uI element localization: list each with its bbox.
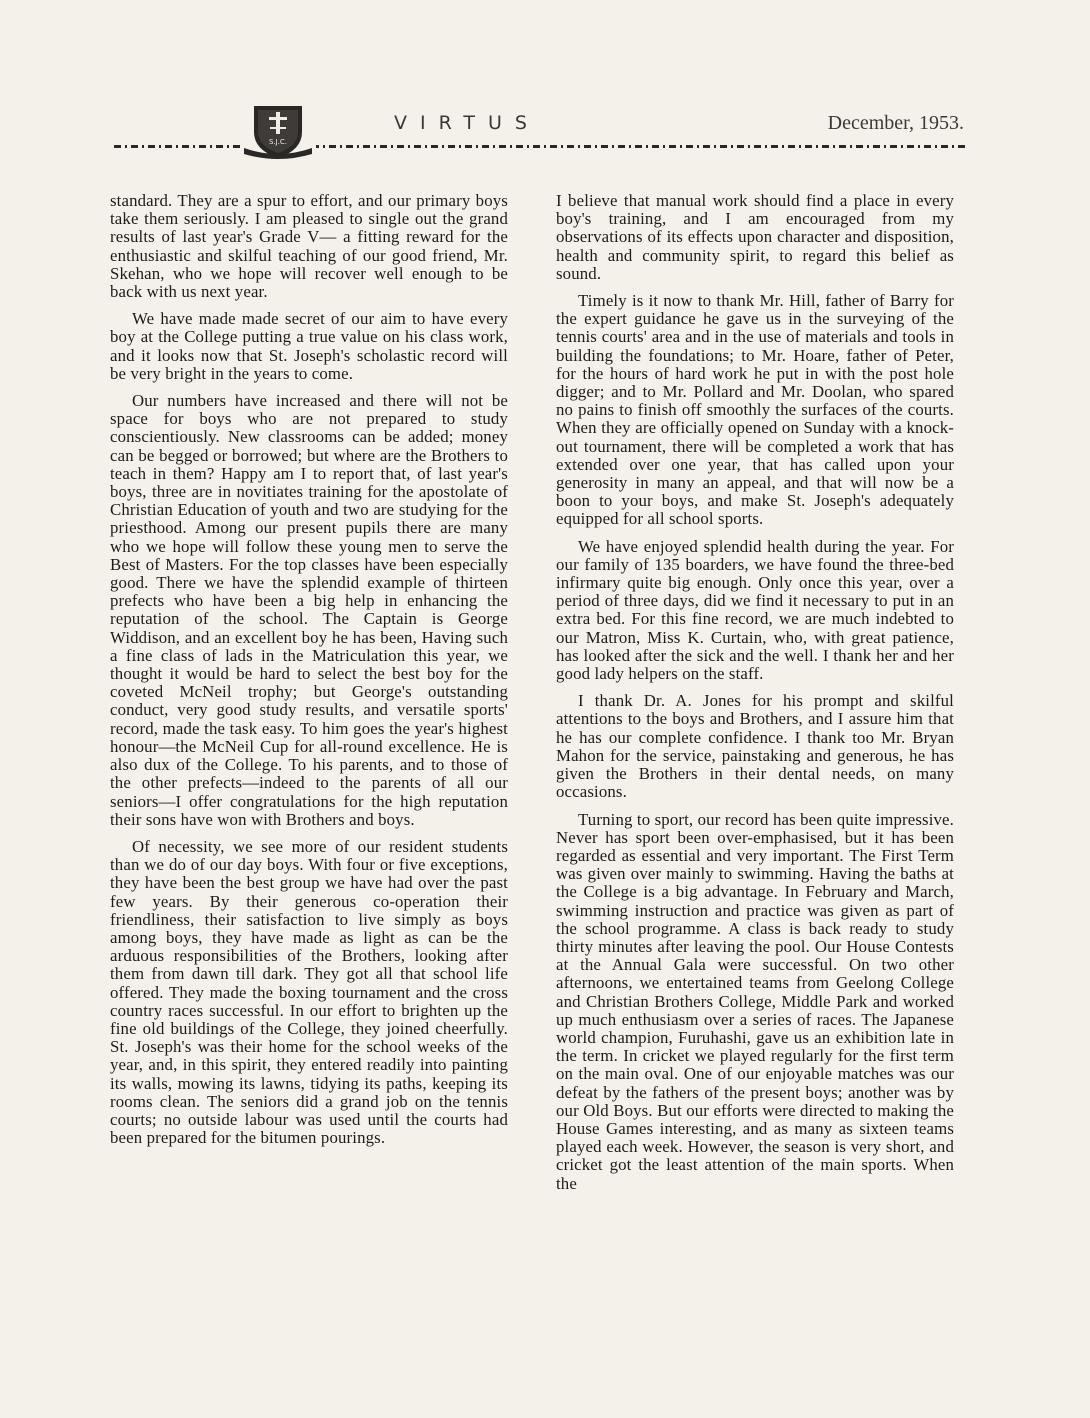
right-paragraph-2: Timely is it now to thank Mr. Hill, father of Barry for the expert guidance he gave us in the surveying of the tennis courts' area and in the use of materials and tools in building the foundations; to Mr. Hoare, father of Peter, for the hours of hard work he put in with the post hole digger; and to Mr. Pollard and Mr. Doolan, who spared no pains to finish off smoothly the surfaces of the courts. When they are officially opened on Sunday with a knock-out tournament, there will be completed a work that has extended over one year, that has called upon your generosity in many an appeal, and that will now be a boon to your boys, and make St. Joseph's adequately equipped for all school sports. bbox=[556, 291, 954, 529]
school-crest-icon bbox=[240, 102, 316, 162]
right-paragraph-5: Turning to sport, our record has been quite impressive. Never has sport been over-emphasised, but it has been regarded as essential and very important. The First Term was given over mainly to swimming. Having the baths at the College is a big advantage. In February and March, swimming instruction and practice was given as part of the school programme. A class is back ready to study thirty minutes after leaving the pool. Our House Contests at the Annual Gala were successful. On two other afternoons, we entertained teams from Geelong College and Christian Brothers College, Middle Park and worked up much enthusiasm over a series of races. The Japanese world champion, Furuhashi, gave us an exhibition late in the term. In cricket we played regularly for the first term on the main oval. One of our enjoyable matches was our defeat by the fathers of the present boys; another was by our Old Boys. But our efforts were directed to making the House Games interesting, and as many as sixteen teams played each week. However, the season is very short, and cricket got the least attention of the main sports. When the bbox=[556, 809, 954, 1193]
issue-date: December, 1953. bbox=[827, 112, 964, 134]
right-paragraph-3: We have enjoyed splendid health during the year. For our family of 135 boarders, we have found the three-bed infirmary quite big enough. Only once this year, over a period of three days, did we find it necessary to put in an extra bed. For this fine record, we are much indebted to our Matron, Miss K. Curtain, who, with great patience, has looked after the sick and the well. I thank her and her good lady helpers on the staff. bbox=[556, 536, 954, 684]
header-rule-right bbox=[312, 145, 966, 148]
left-paragraph-4: Of necessity, we see more of our resident students than we do of our day boys. With four or five exceptions, they have been the best group we have had over the past few years. By their generous co-operation their friendliness, their satisfaction to live simply as boys among boys, they have made as light as can be the arduous responsibilities of the Brothers, looking after them from dawn till dark. They got all that school life offered. They made the boxing tournament and the cross country races successful. In our effort to brighten up the fine old buildings of the College, they joined cheerfully. St. Joseph's was their home for the school weeks of the year, and, in this spirit, they entered readily into painting its walls, mowing its lawns, tidying its paths, keeping its rooms clean. The seniors did a grand job on the tennis courts; no outside labour was used until the courts had been prepared for the bitumen pourings. bbox=[110, 836, 508, 1148]
left-paragraph-3: Our numbers have increased and there will not be space for boys who are not prepared to study conscientiously. New classrooms can be added; money can be begged or borrowed; but where are the Brothers to teach in them? Happy am I to report that, of last year's boys, three are in novitiates training for the apostolate of Christian Education of youth and two are studying for the priesthood. Among our present pupils there are many who we hope will follow these young men to serve the Best of Masters. For the top classes have been especially good. There we have the splendid example of thirteen prefects who have been a big help in enhancing the reputation of the school. The Captain is George Widdison, and an excellent boy he has been, Having such a fine class of lads in the Matriculation this year, we thought it would be hard to select the best boy for the coveted McNeil trophy; but George's outstanding conduct, very good study results, and versatile sports' record, made the task easy. To him goes the year's highest honour—the McNeil Cup for all-round excellence. He is also dux of the College. To his parents, and to those of the other prefects—indeed to the parents of all our seniors—I offer congratulations for the high reputation their sons have won with Brothers and boys. bbox=[110, 391, 508, 829]
left-paragraph-2: We have made made secret of our aim to have every boy at the College putting a true value on his class work, and it looks now that St. Joseph's scholastic record will be very bright in the years to come. bbox=[110, 309, 508, 383]
left-paragraph-1: standard. They are a spur to effort, and our primary boys take them seriously. I am pleased to single out the grand results of last year's Grade V— a fitting reward for the enthusiastic and skilful teaching of our good friend, Mr. Skehan, who we hope will recover well enough to be back with us next year. bbox=[110, 191, 508, 302]
crest-lettering: S.J.C. bbox=[268, 138, 288, 146]
left-column bbox=[110, 192, 508, 1156]
header-rule-left bbox=[114, 145, 244, 148]
right-paragraph-1: I believe that manual work should find a place in every boy's training, and I am encouraged from my observations of its effects upon character and disposition, health and community spirit, to regard this belief as sound. bbox=[556, 191, 954, 283]
right-column bbox=[556, 192, 954, 1202]
right-paragraph-4: I thank Dr. A. Jones for his prompt and skilful attentions to the boys and Brothers, and I assure him that he has our complete confidence. I thank too Mr. Bryan Mahon for the service, painstaking and generous, he has given the Brothers in their dental needs, on many occasions. bbox=[556, 691, 954, 802]
publication-title: VIRTUS bbox=[394, 112, 540, 134]
page-header bbox=[110, 102, 970, 162]
